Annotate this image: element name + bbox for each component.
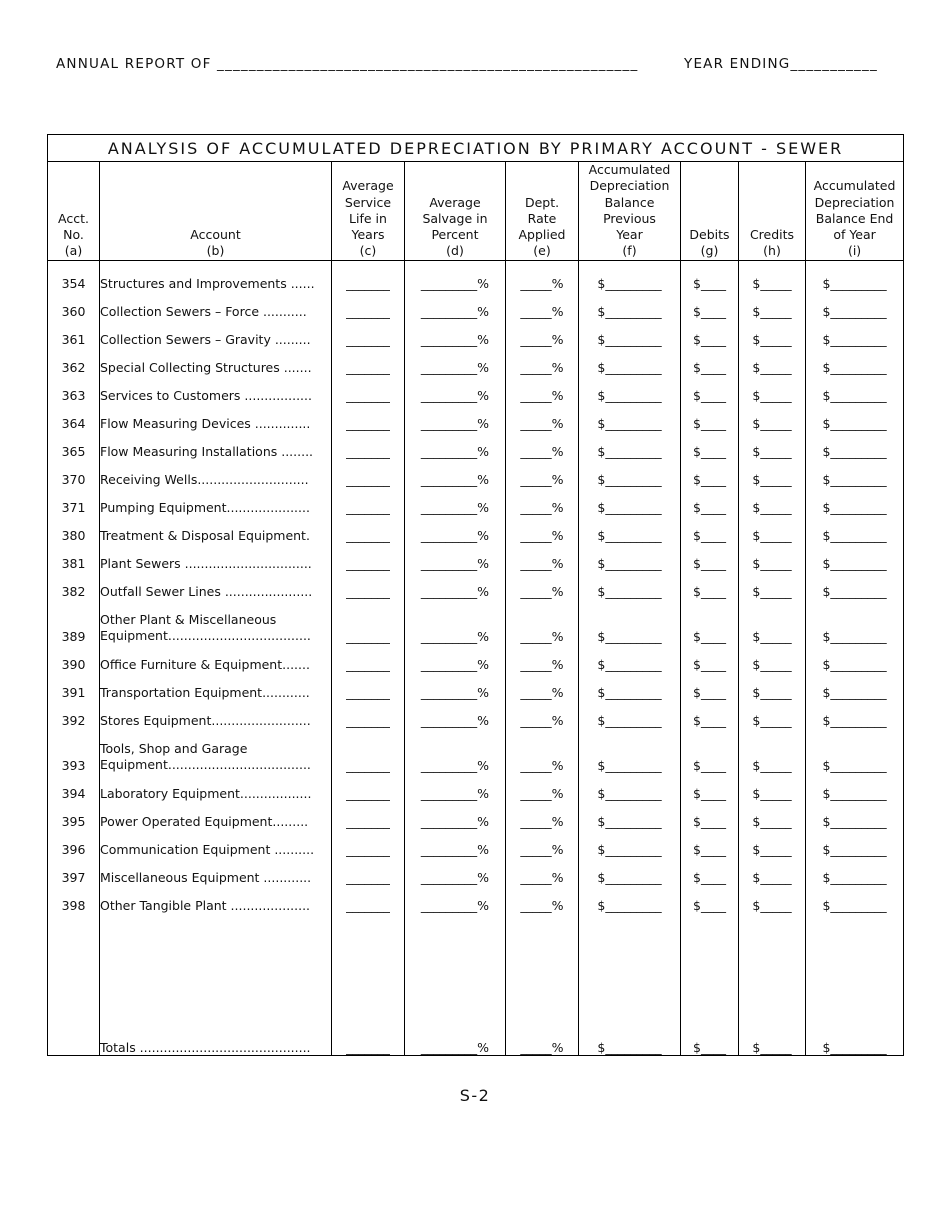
account-number: 382	[48, 571, 100, 599]
blank-field-g[interactable]: $____	[681, 1031, 739, 1056]
table-row	[48, 347, 904, 375]
column-header-line: (a)	[64, 243, 83, 259]
blank-field-d[interactable]: _________%	[405, 260, 506, 291]
blank-field-h[interactable]: $_____	[739, 1031, 806, 1056]
blank-field-d[interactable]: _________%	[405, 801, 506, 829]
blank-field-f[interactable]: $_________	[579, 459, 681, 487]
table-row	[48, 291, 904, 319]
table-row	[48, 431, 904, 459]
blank-field-g[interactable]: $____	[681, 543, 739, 571]
account-name: Flow Measuring Installations ........	[100, 431, 332, 459]
blank-field-e[interactable]: _____%	[506, 885, 579, 913]
column-header-line: (b)	[206, 243, 225, 259]
blank-field-c[interactable]: _______	[332, 857, 405, 885]
blank-field-f[interactable]: $_________	[579, 857, 681, 885]
blank-field-h[interactable]: $_____	[739, 291, 806, 319]
column-header-line: Average	[429, 194, 481, 210]
column-header-d	[405, 162, 506, 261]
blank-field-g[interactable]: $____	[681, 515, 739, 543]
page-number: S-2	[459, 1086, 491, 1105]
account-name: Plant Sewers ................................	[100, 543, 332, 571]
account-name: Special Collecting Structures .......	[100, 347, 332, 375]
table-row	[48, 375, 904, 403]
column-header-line: Accumulated	[813, 178, 896, 194]
table-row	[48, 644, 904, 672]
column-header-line: Average	[342, 178, 394, 194]
blank-field-i[interactable]: $_________	[806, 599, 904, 644]
annual-report-of-field[interactable]: ANNUAL REPORT OF _____________________________________________________	[56, 56, 639, 72]
table-row	[48, 773, 904, 801]
blank-field-g[interactable]: $____	[681, 672, 739, 700]
blank-field-i[interactable]: $_________	[806, 829, 904, 857]
blank-field-c[interactable]: _______	[332, 644, 405, 672]
blank-field-e[interactable]: _____%	[506, 571, 579, 599]
table-row	[48, 260, 904, 291]
blank-field-i[interactable]: $_________	[806, 375, 904, 403]
blank-field-c[interactable]: _______	[332, 829, 405, 857]
blank-field-i[interactable]: $_________	[806, 700, 904, 728]
blank-field-h[interactable]: $_____	[739, 599, 806, 644]
blank-field-d[interactable]: _________%	[405, 829, 506, 857]
blank-field-c[interactable]: _______	[332, 260, 405, 291]
blank-field-c[interactable]: _______	[332, 515, 405, 543]
table-row	[48, 571, 904, 599]
blank-field-i[interactable]: $_________	[806, 885, 904, 913]
table-row	[48, 403, 904, 431]
column-header-line: No.	[63, 227, 84, 243]
blank-field-f[interactable]: $_________	[579, 599, 681, 644]
blank-field-d[interactable]: _________%	[405, 885, 506, 913]
report-header	[56, 56, 896, 72]
column-header-line: Account	[190, 227, 241, 243]
column-header-line: (d)	[446, 243, 464, 259]
blank-field-h[interactable]: $_____	[739, 773, 806, 801]
column-header-g	[681, 162, 739, 261]
account-number: 360	[48, 291, 100, 319]
blank-field-e[interactable]: _____%	[506, 487, 579, 515]
account-number: 391	[48, 672, 100, 700]
blank-field-c[interactable]: _______	[332, 319, 405, 347]
column-header-line: (h)	[763, 243, 781, 259]
blank-field-f[interactable]: $_________	[579, 1031, 681, 1056]
account-number: 380	[48, 515, 100, 543]
column-header-line: Balance	[604, 194, 655, 210]
blank-field-g[interactable]: $____	[681, 347, 739, 375]
blank-field-f[interactable]: $_________	[579, 571, 681, 599]
blank-field-h[interactable]: $_____	[739, 829, 806, 857]
blank-field-c[interactable]: _______	[332, 543, 405, 571]
blank-field-c[interactable]: _______	[332, 403, 405, 431]
blank-field-i[interactable]: $_________	[806, 459, 904, 487]
blank-field-e[interactable]: _____%	[506, 543, 579, 571]
blank-field-i[interactable]: $_________	[806, 403, 904, 431]
blank-field-h[interactable]: $_____	[739, 644, 806, 672]
empty-cell	[48, 1031, 100, 1056]
blank-field-h[interactable]: $_____	[739, 403, 806, 431]
table-body	[48, 260, 904, 1055]
blank-field-f[interactable]: $_________	[579, 291, 681, 319]
blank-field-f[interactable]: $_________	[579, 375, 681, 403]
blank-field-h[interactable]: $_____	[739, 319, 806, 347]
blank-field-g[interactable]: $____	[681, 571, 739, 599]
table-title: ANALYSIS OF ACCUMULATED DEPRECIATION BY PRIMARY ACCOUNT - SEWER	[48, 135, 904, 162]
blank-field-f[interactable]: $_________	[579, 543, 681, 571]
blank-field-h[interactable]: $_____	[739, 885, 806, 913]
column-header-h	[739, 162, 806, 261]
blank-field-d[interactable]: _________%	[405, 1031, 506, 1056]
blank-field-d[interactable]: _________%	[405, 599, 506, 644]
blank-field-c[interactable]: _______	[332, 773, 405, 801]
blank-field-e[interactable]: _____%	[506, 857, 579, 885]
blank-field-g[interactable]: $____	[681, 291, 739, 319]
account-number: 365	[48, 431, 100, 459]
blank-field-c[interactable]: _______	[332, 700, 405, 728]
blank-field-h[interactable]: $_____	[739, 431, 806, 459]
blank-field-e[interactable]: _____%	[506, 291, 579, 319]
blank-field-c[interactable]: _______	[332, 347, 405, 375]
blank-field-c[interactable]: _______	[332, 801, 405, 829]
blank-field-e[interactable]: _____%	[506, 459, 579, 487]
blank-field-e[interactable]: _____%	[506, 773, 579, 801]
blank-field-g[interactable]: $____	[681, 885, 739, 913]
account-number: 364	[48, 403, 100, 431]
account-number: 362	[48, 347, 100, 375]
blank-field-h[interactable]: $_____	[739, 375, 806, 403]
blank-field-g[interactable]: $____	[681, 459, 739, 487]
blank-field-i[interactable]: $_________	[806, 672, 904, 700]
blank-field-d[interactable]: _________%	[405, 375, 506, 403]
blank-field-i[interactable]: $_________	[806, 291, 904, 319]
depreciation-table	[47, 134, 904, 1056]
blank-field-e[interactable]: _____%	[506, 431, 579, 459]
blank-field-d[interactable]: _________%	[405, 319, 506, 347]
column-header-line: Depreciation	[589, 178, 670, 194]
account-name: Other Tangible Plant ....................	[100, 885, 332, 913]
blank-field-c[interactable]: _______	[332, 728, 405, 773]
account-name: Receiving Wells............................	[100, 459, 332, 487]
blank-field-g[interactable]: $____	[681, 487, 739, 515]
blank-field-e[interactable]: _____%	[506, 829, 579, 857]
blank-field-f[interactable]: $_________	[579, 728, 681, 773]
account-number: 393	[48, 728, 100, 773]
column-header-line: Dept.	[524, 194, 560, 210]
blank-field-g[interactable]: $____	[681, 773, 739, 801]
account-number: 392	[48, 700, 100, 728]
blank-field-g[interactable]: $____	[681, 599, 739, 644]
table-row	[48, 319, 904, 347]
table-row	[48, 728, 904, 773]
account-name: Outfall Sewer Lines ......................	[100, 571, 332, 599]
blank-field-h[interactable]: $_____	[739, 459, 806, 487]
account-name: Collection Sewers – Force ...........	[100, 291, 332, 319]
blank-field-e[interactable]: _____%	[506, 403, 579, 431]
blank-field-g[interactable]: $____	[681, 801, 739, 829]
blank-field-d[interactable]: _________%	[405, 515, 506, 543]
account-name-line1: Other Plant & Miscellaneous	[100, 611, 277, 627]
account-number: 381	[48, 543, 100, 571]
column-header-line: Percent	[431, 227, 479, 243]
blank-field-f[interactable]: $_________	[579, 644, 681, 672]
account-number: 397	[48, 857, 100, 885]
table-row	[48, 857, 904, 885]
blank-field-i[interactable]: $_________	[806, 1031, 904, 1056]
empty-cell	[48, 913, 100, 1031]
column-header-i	[806, 162, 904, 261]
table-row	[48, 487, 904, 515]
blank-field-c[interactable]: _______	[332, 885, 405, 913]
blank-field-h[interactable]: $_____	[739, 260, 806, 291]
column-header-line: (f)	[622, 243, 637, 259]
blank-field-d[interactable]: _________%	[405, 347, 506, 375]
blank-field-f[interactable]: $_________	[579, 260, 681, 291]
account-name: Pumping Equipment.....................	[100, 487, 332, 515]
column-header-a	[48, 162, 100, 261]
blank-field-d[interactable]: _________%	[405, 700, 506, 728]
column-header-line: Depreciation	[814, 194, 895, 210]
blank-field-c[interactable]: _______	[332, 291, 405, 319]
account-name-line2: Equipment....................................	[100, 756, 311, 772]
blank-field-i[interactable]: $_________	[806, 543, 904, 571]
table-row	[48, 459, 904, 487]
blank-field-c[interactable]: _______	[332, 487, 405, 515]
empty-cell	[332, 913, 405, 1031]
blank-field-d[interactable]: _________%	[405, 543, 506, 571]
column-header-line: Year	[616, 227, 643, 243]
empty-cell	[739, 913, 806, 1031]
blank-field-f[interactable]: $_________	[579, 801, 681, 829]
account-number: 396	[48, 829, 100, 857]
column-header-line: Life in	[349, 210, 387, 226]
account-name: Flow Measuring Devices ..............	[100, 403, 332, 431]
blank-field-f[interactable]: $_________	[579, 672, 681, 700]
blank-field-e[interactable]: _____%	[506, 672, 579, 700]
blank-field-d[interactable]: _________%	[405, 403, 506, 431]
column-header-line: Credits	[749, 227, 795, 243]
blank-field-f[interactable]: $_________	[579, 885, 681, 913]
account-name: Services to Customers .................	[100, 375, 332, 403]
blank-field-f[interactable]: $_________	[579, 403, 681, 431]
blank-field-d[interactable]: _________%	[405, 857, 506, 885]
account-number: 370	[48, 459, 100, 487]
empty-cell	[405, 913, 506, 1031]
account-name: Collection Sewers – Gravity .........	[100, 319, 332, 347]
blank-field-c[interactable]: _______	[332, 459, 405, 487]
account-name: Stores Equipment.........................	[100, 700, 332, 728]
blank-field-d[interactable]: _________%	[405, 728, 506, 773]
column-header-line: (e)	[533, 243, 551, 259]
blank-field-f[interactable]: $_________	[579, 487, 681, 515]
column-header-line: Balance End	[815, 210, 894, 226]
account-number: 361	[48, 319, 100, 347]
column-header-line: Acct.	[58, 210, 89, 226]
account-name: Communication Equipment ..........	[100, 829, 332, 857]
blank-field-g[interactable]: $____	[681, 857, 739, 885]
table-row	[48, 801, 904, 829]
blank-field-h[interactable]: $_____	[739, 543, 806, 571]
blank-field-i[interactable]: $_________	[806, 431, 904, 459]
table-row	[48, 885, 904, 913]
column-header-line: (c)	[359, 243, 377, 259]
account-number: 389	[48, 599, 100, 644]
column-header-line: Applied	[518, 227, 566, 243]
blank-field-d[interactable]: _________%	[405, 487, 506, 515]
blank-field-i[interactable]: $_________	[806, 773, 904, 801]
blank-field-c[interactable]: _______	[332, 672, 405, 700]
blank-field-e[interactable]: _____%	[506, 599, 579, 644]
column-header-line: Debits	[689, 227, 730, 243]
column-headers	[48, 162, 904, 261]
column-header-f	[579, 162, 681, 261]
account-number: 354	[48, 260, 100, 291]
blank-field-f[interactable]: $_________	[579, 347, 681, 375]
blank-field-g[interactable]: $____	[681, 260, 739, 291]
blank-field-h[interactable]: $_____	[739, 571, 806, 599]
empty-cell	[506, 913, 579, 1031]
blank-field-g[interactable]: $____	[681, 728, 739, 773]
totals-label: Totals ...........................................	[100, 1031, 332, 1056]
blank-field-f[interactable]: $_________	[579, 431, 681, 459]
column-header-line: Rate	[527, 210, 557, 226]
blank-field-h[interactable]: $_____	[739, 700, 806, 728]
account-number: 394	[48, 773, 100, 801]
blank-field-d[interactable]: _________%	[405, 644, 506, 672]
column-header-line: (g)	[700, 243, 719, 259]
account-number: 395	[48, 801, 100, 829]
blank-field-c[interactable]: _______	[332, 571, 405, 599]
account-number: 398	[48, 885, 100, 913]
blank-field-h[interactable]: $_____	[739, 672, 806, 700]
table-row	[48, 599, 904, 644]
account-name: Laboratory Equipment..................	[100, 773, 332, 801]
column-header-line: Salvage in	[422, 210, 488, 226]
blank-field-i[interactable]: $_________	[806, 319, 904, 347]
table-row	[48, 515, 904, 543]
blank-field-d[interactable]: _________%	[405, 431, 506, 459]
blank-field-i[interactable]: $_________	[806, 347, 904, 375]
column-header-line: Service	[344, 194, 392, 210]
table-row	[48, 543, 904, 571]
empty-cell	[100, 913, 332, 1031]
blank-field-e[interactable]: _____%	[506, 347, 579, 375]
account-number: 371	[48, 487, 100, 515]
blank-field-f[interactable]: $_________	[579, 319, 681, 347]
column-header-line: Years	[351, 227, 385, 243]
blank-field-h[interactable]: $_____	[739, 728, 806, 773]
blank-field-g[interactable]: $____	[681, 403, 739, 431]
account-name	[100, 599, 332, 644]
blank-field-e[interactable]: _____%	[506, 375, 579, 403]
blank-field-d[interactable]: _________%	[405, 291, 506, 319]
empty-cell	[681, 913, 739, 1031]
blank-field-g[interactable]: $____	[681, 375, 739, 403]
column-header-line: of Year	[833, 227, 876, 243]
account-name: Transportation Equipment............	[100, 672, 332, 700]
column-header-line: Accumulated	[588, 162, 671, 177]
blank-field-e[interactable]: _____%	[506, 801, 579, 829]
blank-field-i[interactable]: $_________	[806, 728, 904, 773]
blank-field-f[interactable]: $_________	[579, 700, 681, 728]
account-number: 390	[48, 644, 100, 672]
column-header-line: (i)	[847, 243, 862, 259]
account-number: 363	[48, 375, 100, 403]
blank-field-e[interactable]: _____%	[506, 728, 579, 773]
blank-field-e[interactable]: _____%	[506, 260, 579, 291]
account-name: Structures and Improvements ......	[100, 260, 332, 291]
account-name: Miscellaneous Equipment ............	[100, 857, 332, 885]
blank-field-g[interactable]: $____	[681, 700, 739, 728]
blank-field-d[interactable]: _________%	[405, 459, 506, 487]
blank-field-h[interactable]: $_____	[739, 801, 806, 829]
blank-field-i[interactable]: $_________	[806, 260, 904, 291]
spacer-row	[48, 913, 904, 1031]
account-name	[100, 728, 332, 773]
blank-field-g[interactable]: $____	[681, 644, 739, 672]
blank-field-h[interactable]: $_____	[739, 515, 806, 543]
blank-field-i[interactable]: $_________	[806, 571, 904, 599]
blank-field-h[interactable]: $_____	[739, 857, 806, 885]
account-name: Power Operated Equipment.........	[100, 801, 332, 829]
column-header-c	[332, 162, 405, 261]
blank-field-g[interactable]: $____	[681, 319, 739, 347]
blank-field-f[interactable]: $_________	[579, 773, 681, 801]
blank-field-i[interactable]: $_________	[806, 644, 904, 672]
blank-field-d[interactable]: _________%	[405, 672, 506, 700]
blank-field-e[interactable]: _____%	[506, 700, 579, 728]
blank-field-c[interactable]: _______	[332, 431, 405, 459]
blank-field-h[interactable]: $_____	[739, 487, 806, 515]
blank-field-e[interactable]: _____%	[506, 319, 579, 347]
empty-cell	[579, 913, 681, 1031]
blank-field-c[interactable]: _______	[332, 1031, 405, 1056]
table-row	[48, 672, 904, 700]
blank-field-e[interactable]: _____%	[506, 1031, 579, 1056]
blank-field-i[interactable]: $_________	[806, 857, 904, 885]
blank-field-g[interactable]: $____	[681, 829, 739, 857]
blank-field-c[interactable]: _______	[332, 599, 405, 644]
blank-field-i[interactable]: $_________	[806, 487, 904, 515]
blank-field-i[interactable]: $_________	[806, 515, 904, 543]
blank-field-f[interactable]: $_________	[579, 829, 681, 857]
account-name: Office Furniture & Equipment.......	[100, 644, 332, 672]
blank-field-e[interactable]: _____%	[506, 515, 579, 543]
year-ending-field[interactable]: YEAR ENDING___________	[684, 56, 878, 72]
account-name-line1: Tools, Shop and Garage	[100, 740, 248, 756]
blank-field-d[interactable]: _________%	[405, 571, 506, 599]
blank-field-e[interactable]: _____%	[506, 644, 579, 672]
blank-field-i[interactable]: $_________	[806, 801, 904, 829]
blank-field-f[interactable]: $_________	[579, 515, 681, 543]
column-header-b	[100, 162, 332, 261]
blank-field-g[interactable]: $____	[681, 431, 739, 459]
empty-cell	[806, 913, 904, 1031]
blank-field-h[interactable]: $_____	[739, 347, 806, 375]
blank-field-d[interactable]: _________%	[405, 773, 506, 801]
totals-row	[48, 1031, 904, 1056]
blank-field-c[interactable]: _______	[332, 375, 405, 403]
table-row	[48, 700, 904, 728]
table-row	[48, 829, 904, 857]
column-header-line: Previous	[603, 210, 656, 226]
account-name: Treatment & Disposal Equipment.	[100, 515, 332, 543]
account-name-line2: Equipment....................................	[100, 627, 311, 643]
column-header-e	[506, 162, 579, 261]
